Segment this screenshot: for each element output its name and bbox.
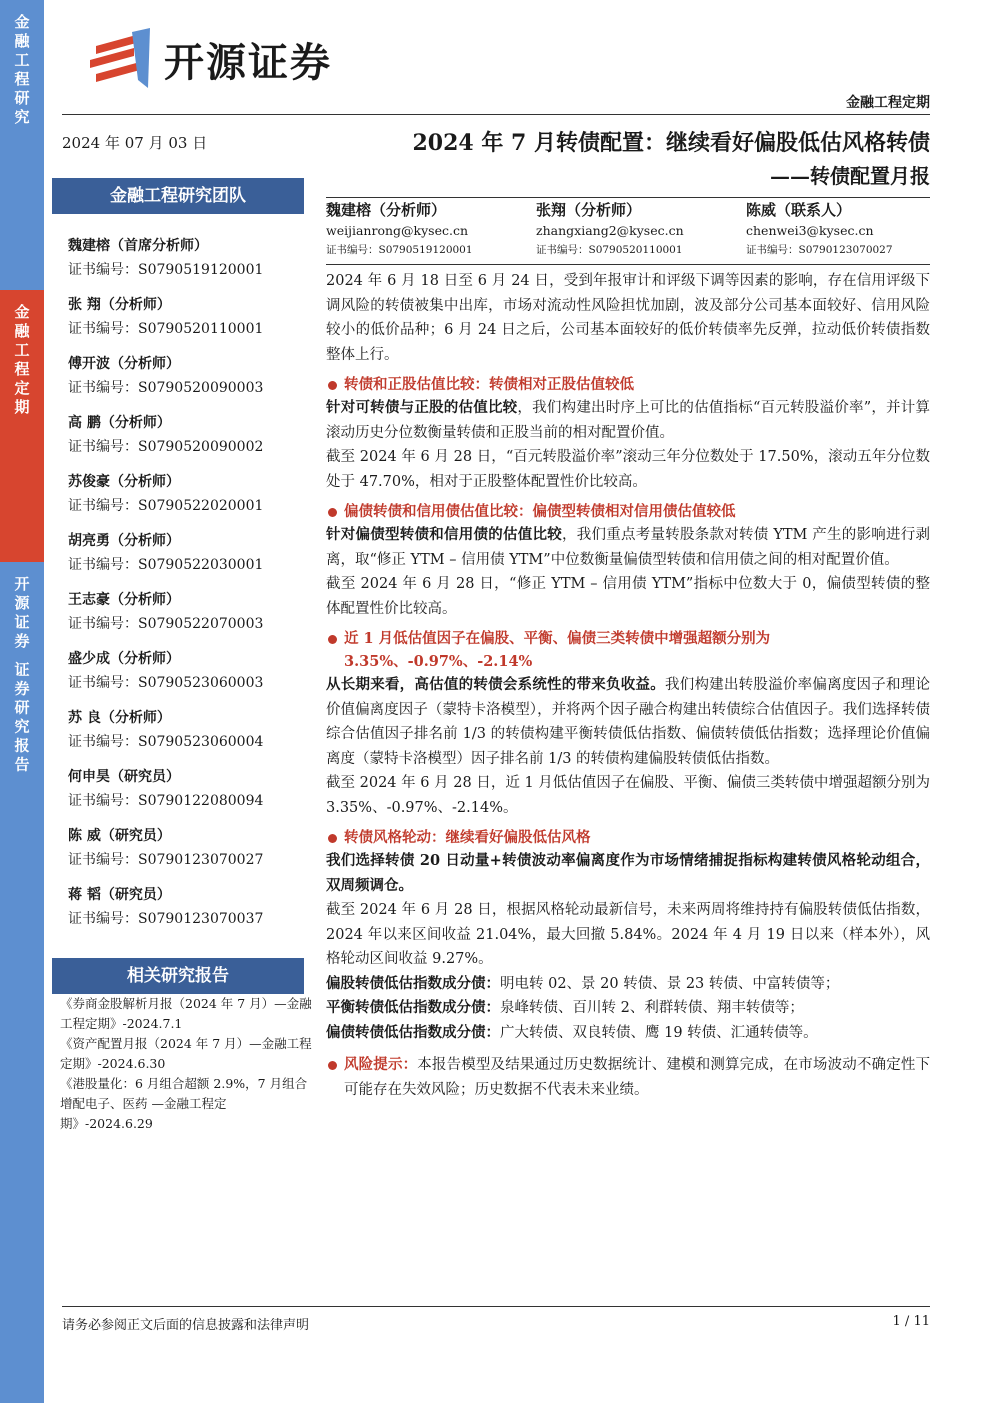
- member-name: 胡亮勇（分析师）: [68, 533, 180, 549]
- member-name: 魏建榕（首席分析师）: [68, 238, 208, 254]
- author-cert: 证书编号：S0790123070027: [746, 244, 893, 256]
- team-member: [68, 470, 263, 518]
- member-cert: 证书编号：S0790520110001: [68, 321, 264, 337]
- section-heading: 偏债转债和信用债估值比较：偏债型转债相对信用债估值较低: [326, 500, 930, 523]
- section-heading: 转债风格轮动：继续看好偏股低估风格: [326, 826, 930, 849]
- team-member: [68, 765, 263, 813]
- paragraph: 截至 2024 年 6 月 28 日，根据风格轮动最新信号，未来两周将维持持有偏股转债低估指数，2024 年以来区间收益 21.04%，最大回撤 5.84%。2024 年 4 月 19 日以来（样本外），风格轮动区间收益 9.27%。: [326, 902, 930, 967]
- paragraph: 我们选择转债 20 日动量+转债波动率偏离度作为市场情绪捕捉指标构建转债风格轮动组合，双周频调仓。: [326, 852, 930, 894]
- report-subtitle: ——转债配置月报: [770, 164, 930, 188]
- member-cert: 证书编号：S0790519120001: [68, 262, 264, 278]
- footer-divider: [62, 1306, 930, 1307]
- side-label: 金融工程定期: [12, 304, 31, 418]
- related-report-link[interactable]: 《券商金股解析月报（2024 年 7 月）—金融工程定期》-2024.7.1: [60, 996, 312, 1031]
- report-category: 金融工程定期: [846, 95, 930, 111]
- member-name: 张 翔（分析师）: [68, 297, 171, 313]
- team-member: [68, 588, 263, 636]
- member-name: 蒋 韬（研究员）: [68, 887, 171, 903]
- paragraph: 从长期来看，高估值的转债会系统性的带来负收益。我们构建出转股溢价率偏离度因子和理论价值偏离度因子（蒙特卡洛模型），并将两个因子融合构建出转债综合估值因子。我们选择转债综合估值因子排名前 1/3 的转债构建平衡转债低估指数、偏债转债低估指数；选择理论价值偏离度（蒙特卡洛模型）因子排名前 1/3 的转债构建偏股转债低估指数。: [326, 676, 931, 767]
- author: [326, 200, 473, 258]
- author-cert: 证书编号：S0790520110001: [536, 244, 683, 256]
- member-cert: 证书编号：S0790522030001: [68, 557, 264, 573]
- bullet-dot-icon: [328, 381, 337, 390]
- bullet-dot-icon: [328, 834, 337, 843]
- member-cert: 证书编号：S0790522020001: [68, 498, 264, 514]
- author-cert: 证书编号：S0790519120001: [326, 244, 473, 256]
- related-reports-list: [60, 994, 312, 1134]
- paragraph: 截至 2024 年 6 月 28 日，“百元转股溢价率”滚动三年分位数处于 17.50%，滚动五年分位数处于 47.70%，相对于正股整体配置性价比较高。: [326, 449, 930, 490]
- related-header: 相关研究报告: [52, 958, 304, 994]
- member-cert: 证书编号：S0790123070027: [68, 852, 264, 868]
- member-name: 傅开波（分析师）: [68, 356, 180, 372]
- brand-name: 开源证券: [164, 39, 332, 86]
- constituent-line: 偏股转债低估指数成分债：明电转 02、景 20 转债、景 23 转债、中富转债等；: [326, 974, 840, 992]
- author-block: [326, 197, 930, 264]
- author-email[interactable]: chenwei3@kysec.cn: [746, 223, 874, 238]
- author-name: 陈威（联系人）: [746, 201, 852, 219]
- member-name: 何申昊（研究员）: [68, 769, 180, 785]
- member-name: 陈 威（研究员）: [68, 828, 171, 844]
- side-label: 开源证券 证券研究报告: [12, 576, 31, 776]
- member-cert: 证书编号：S0790522070003: [68, 616, 264, 632]
- member-cert: 证书编号：S0790123070037: [68, 911, 264, 927]
- author: [536, 200, 684, 258]
- member-cert: 证书编号：S0790523060003: [68, 675, 264, 691]
- related-report-link[interactable]: 《港股量化：6 月组合超额 2.9%，7 月组合增配电子、医药 —金融工程定期》-2024.6.29: [60, 1076, 308, 1131]
- report-body: [326, 264, 930, 1102]
- member-cert: 证书编号：S0790520090002: [68, 439, 264, 455]
- team-header: 金融工程研究团队: [52, 178, 304, 214]
- author-name: 魏建榕（分析师）: [326, 201, 447, 219]
- bullet-dot-icon: [328, 508, 337, 517]
- team-member: [68, 883, 263, 931]
- constituent-line: 偏债转债低估指数成分债：广大转债、双良转债、鹰 19 转债、汇通转债等。: [326, 1023, 818, 1041]
- author-email[interactable]: zhangxiang2@kysec.cn: [536, 223, 684, 238]
- related-report-link[interactable]: 《资产配置月报（2024 年 7 月）—金融工程定期》-2024.6.30: [60, 1036, 312, 1071]
- section-heading: 转债和正股估值比较：转债相对正股估值较低: [326, 373, 930, 396]
- report-title: 2024 年 7 月转债配置：继续看好偏股低估风格转债: [412, 130, 930, 156]
- bullet-dot-icon: [328, 635, 337, 644]
- team-member: [68, 234, 263, 282]
- member-cert: 证书编号：S0790523060004: [68, 734, 264, 750]
- member-name: 王志豪（分析师）: [68, 592, 180, 608]
- member-name: 高 鹏（分析师）: [68, 415, 171, 431]
- paragraph: 截至 2024 年 6 月 28 日，“修正 YTM – 信用债 YTM”指标中位数大于 0，偏债型转债的整体配置性价比较高。: [326, 576, 930, 617]
- team-member: [68, 529, 263, 577]
- kysec-logo-mark-icon: [88, 28, 160, 90]
- page-number: 1 / 11: [892, 1314, 930, 1329]
- member-name: 盛少成（分析师）: [68, 651, 180, 667]
- risk-warning: 风险提示：本报告模型及结果通过历史数据统计、建模和测算完成，在市场波动不确定性下可能存在失效风险；历史数据不代表未来业绩。: [326, 1053, 930, 1102]
- footer-disclaimer: 请务必参阅正文后面的信息披露和法律声明: [62, 1318, 310, 1333]
- header-divider: [62, 114, 930, 115]
- team-member: [68, 824, 263, 872]
- section-heading: 近 1 月低估值因子在偏股、平衡、偏债三类转债中增强超额分别为 3.35%、-0.97%、-2.14%: [326, 627, 930, 673]
- side-tab-brand: [0, 562, 44, 1403]
- team-member: [68, 647, 263, 695]
- paragraph: 截至 2024 年 6 月 28 日，近 1 月低估值因子在偏股、平衡、偏债三类转债中增强超额分别为 3.35%、-0.97%、-2.14%。: [326, 775, 930, 816]
- author-name: 张翔（分析师）: [536, 201, 642, 219]
- constituent-line: 平衡转债低估指数成分债：泉峰转债、百川转 2、利群转债、翔丰转债等；: [326, 999, 804, 1016]
- bullet-dot-icon: [328, 1061, 337, 1070]
- author: [746, 200, 893, 258]
- author-email[interactable]: weijianrong@kysec.cn: [326, 223, 468, 238]
- report-date: 2024 年 07 月 03 日: [62, 134, 208, 152]
- brand-logo: [88, 28, 332, 90]
- paragraph: 针对偏债型转债和信用债的估值比较，我们重点考量转股条款对转债 YTM 产生的影响进行剥离，取“修正 YTM – 信用债 YTM”中位数衡量偏债型转债和信用债之间的相对配置价值。: [326, 526, 931, 568]
- member-cert: 证书编号：S0790520090003: [68, 380, 264, 396]
- side-label: 金融工程研究: [12, 14, 31, 128]
- intro-paragraph: 2024 年 6 月 18 日至 6 月 24 日，受到年报审计和评级下调等因素的影响，存在信用评级下调风险的转债被集中出库，市场对流动性风险担忧加剧，波及部分公司基本面较好、信用风险较小的低价品种；6 月 24 日之后，公司基本面较好的低价转债率先反弹，拉动低价转债指数整体上行。: [326, 273, 930, 363]
- team-member: [68, 352, 263, 400]
- member-name: 苏 良（分析师）: [68, 710, 171, 726]
- team-member: [68, 293, 263, 341]
- side-tab-category: [0, 290, 44, 562]
- member-name: 苏俊豪（分析师）: [68, 474, 180, 490]
- side-tab-research: [0, 0, 44, 290]
- team-member: [68, 706, 263, 754]
- team-member: [68, 411, 263, 459]
- paragraph: 针对可转债与正股的估值比较，我们构建出时序上可比的估值指标“百元转股溢价率”，并计算滚动历史分位数衡量转债和正股当前的相对配置价值。: [326, 399, 931, 441]
- member-cert: 证书编号：S0790122080094: [68, 793, 264, 809]
